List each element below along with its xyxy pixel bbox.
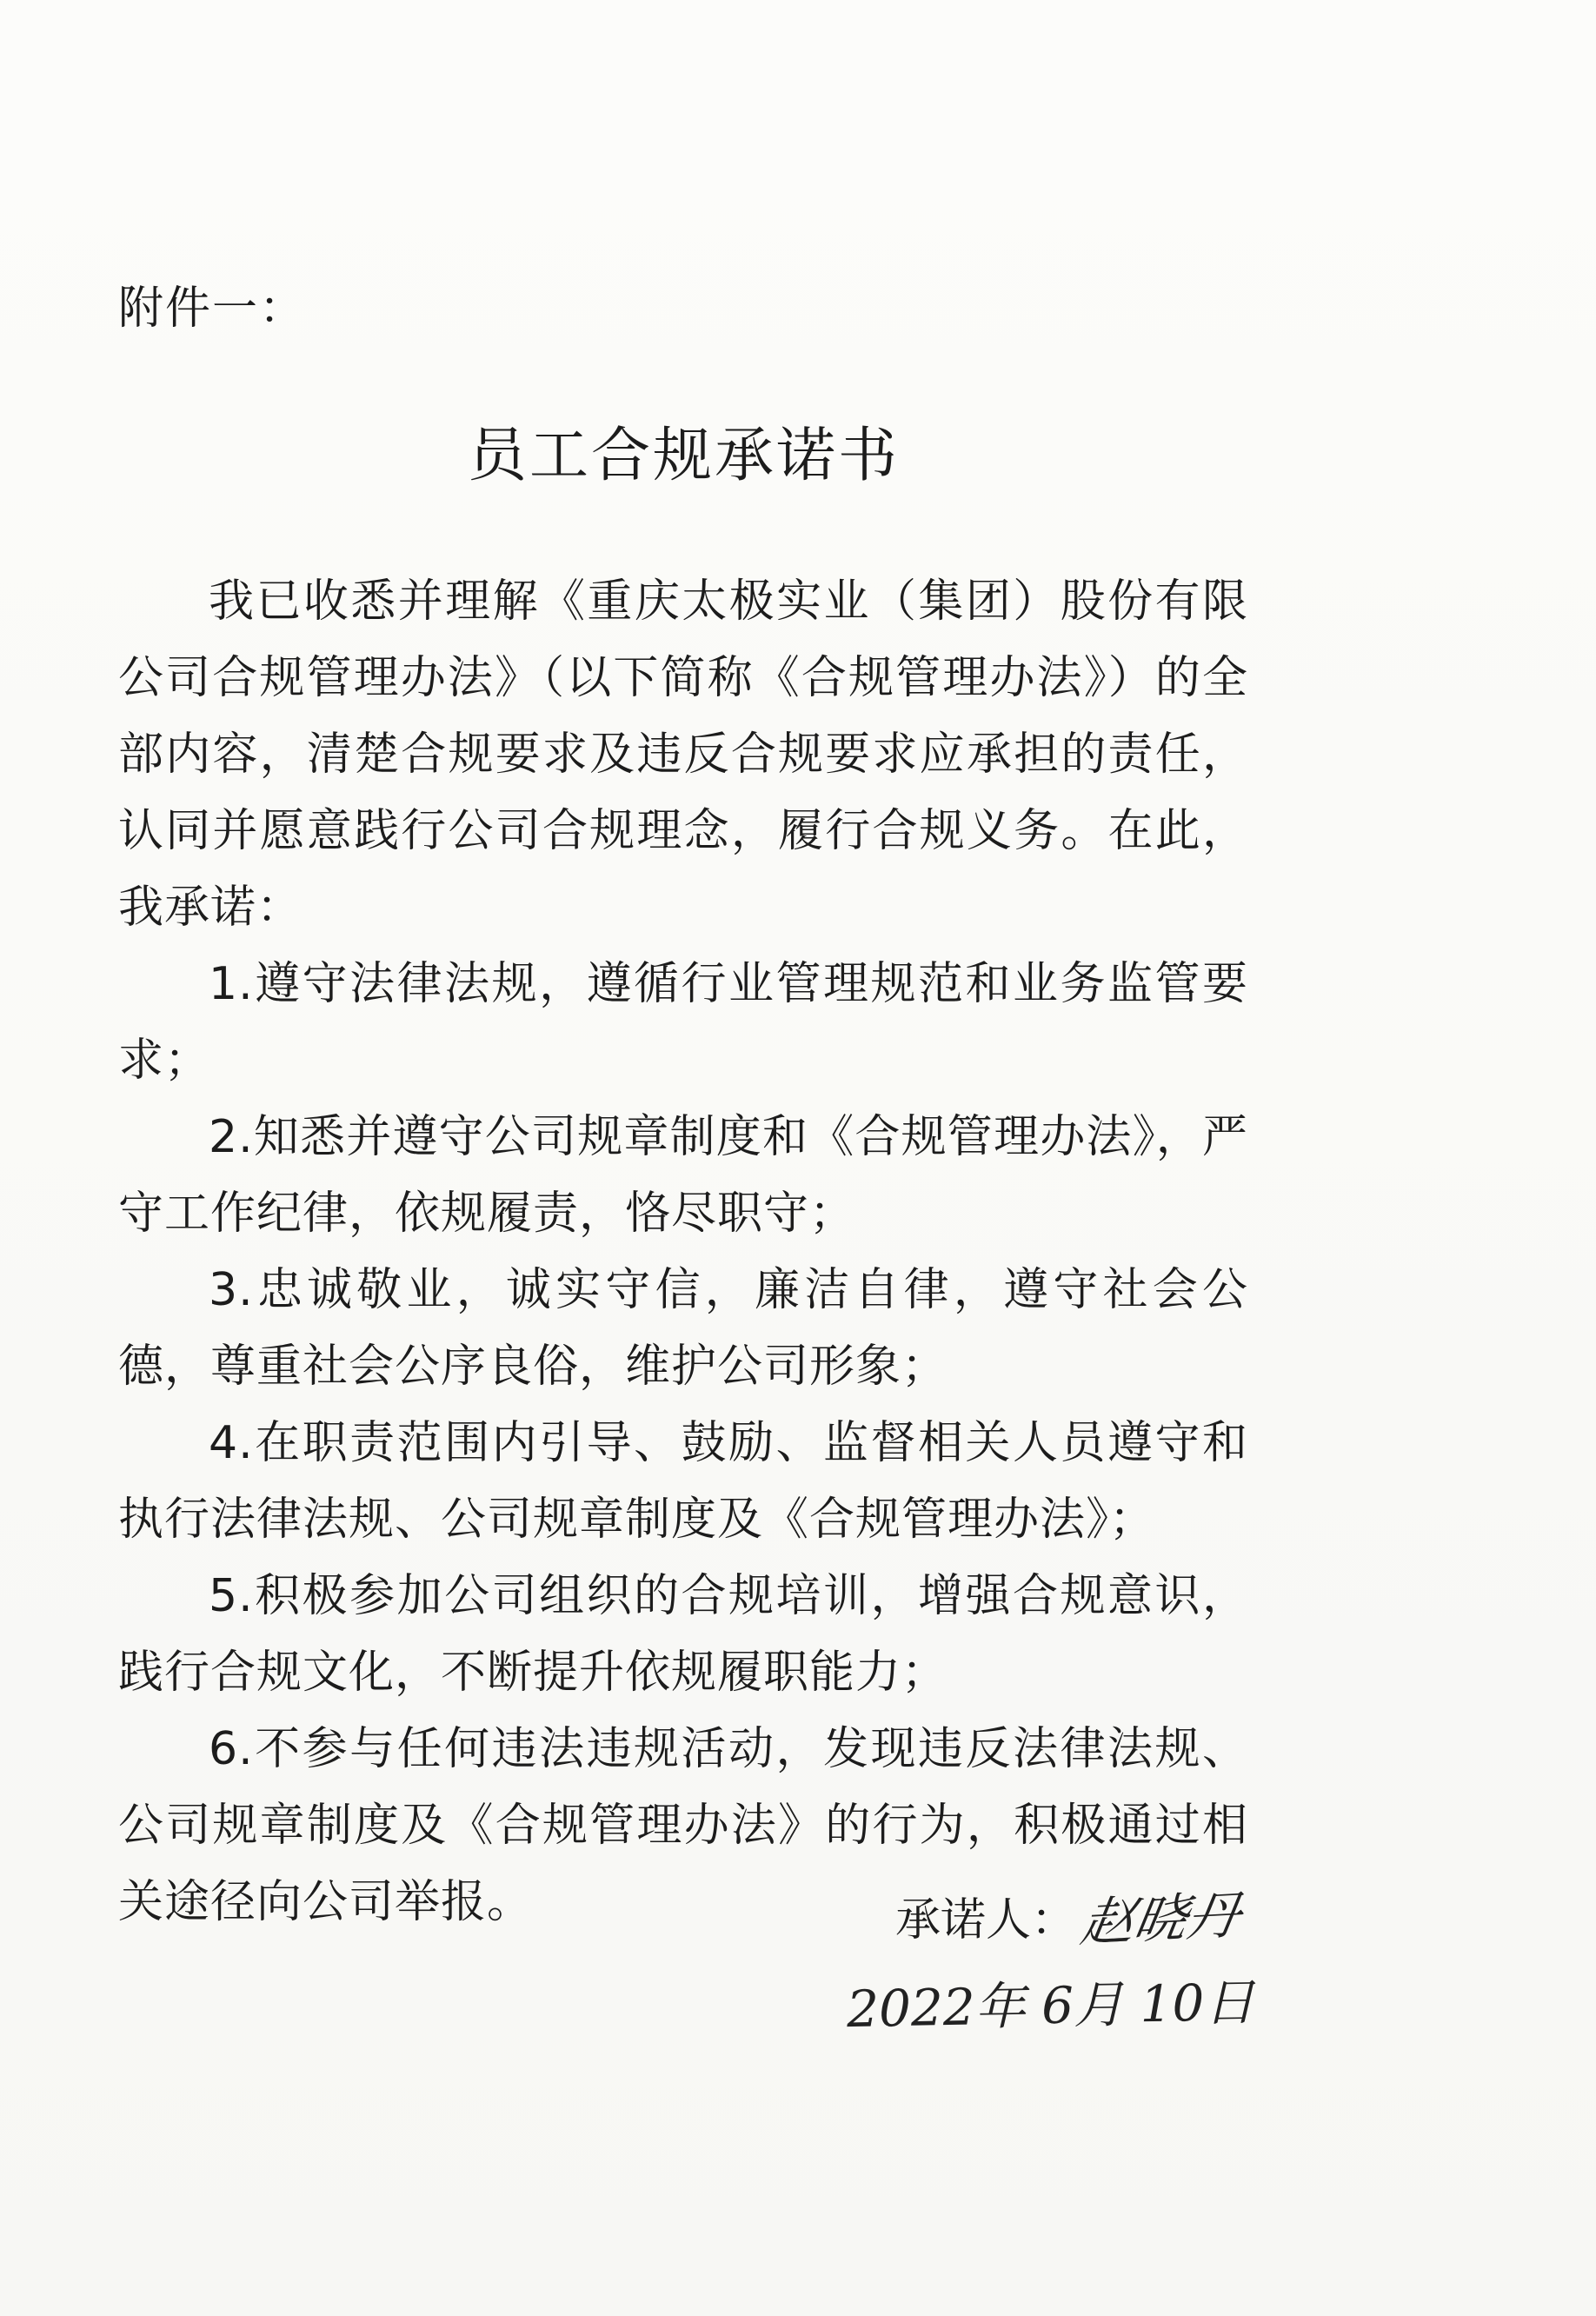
commitment-item-6: 6.不参与任何违法违规活动，发现违反法律法规、公司规章制度及《合规管理办法》的行为，积极通过相关途径向公司举报。 (118, 1723, 1248, 1928)
document-title: 员工合规承诺书 (468, 422, 901, 490)
intro-paragraph: 我已收悉并理解《重庆太极实业（集团）股份有限公司合规管理办法》（以下简称《合规管理办法》）的全部内容，清楚合规要求及违反合规要求应承担的责任，认同并愿意践行公司合规理念，履行合规义务。在此，我承诺： (118, 576, 1248, 934)
signer-label: 承诺人： (895, 1893, 1077, 1947)
commitment-item-2: 2.知悉并遵守公司规章制度和《合规管理办法》，严守工作纪律，依规履责，恪尽职守； (118, 1111, 1248, 1240)
commitment-item-3: 3.忠诚敬业，诚实守信，廉洁自律，遵守社会公德，尊重社会公序良俗，维护公司形象； (118, 1264, 1248, 1393)
attachment-label: 附件一： (118, 283, 307, 335)
handwritten-signature: 赵晓丹 (1076, 1885, 1245, 1954)
commitment-item-1: 1.遵守法律法规，遵循行业管理规范和业务监管要求； (118, 958, 1248, 1087)
signer-row (895, 1878, 1245, 1954)
handwritten-date: 2022年 6月 10日 (846, 1972, 1255, 2040)
commitment-item-5: 5.积极参加公司组织的合规培训，增强合规意识，践行合规文化，不断提升依规履职能力； (118, 1570, 1248, 1699)
commitment-body (118, 563, 1248, 1940)
commitment-item-4: 4.在职责范围内引导、鼓励、监督相关人员遵守和执行法律法规、公司规章制度及《合规管理办法》； (118, 1417, 1248, 1546)
signature-block (846, 1878, 1260, 2052)
